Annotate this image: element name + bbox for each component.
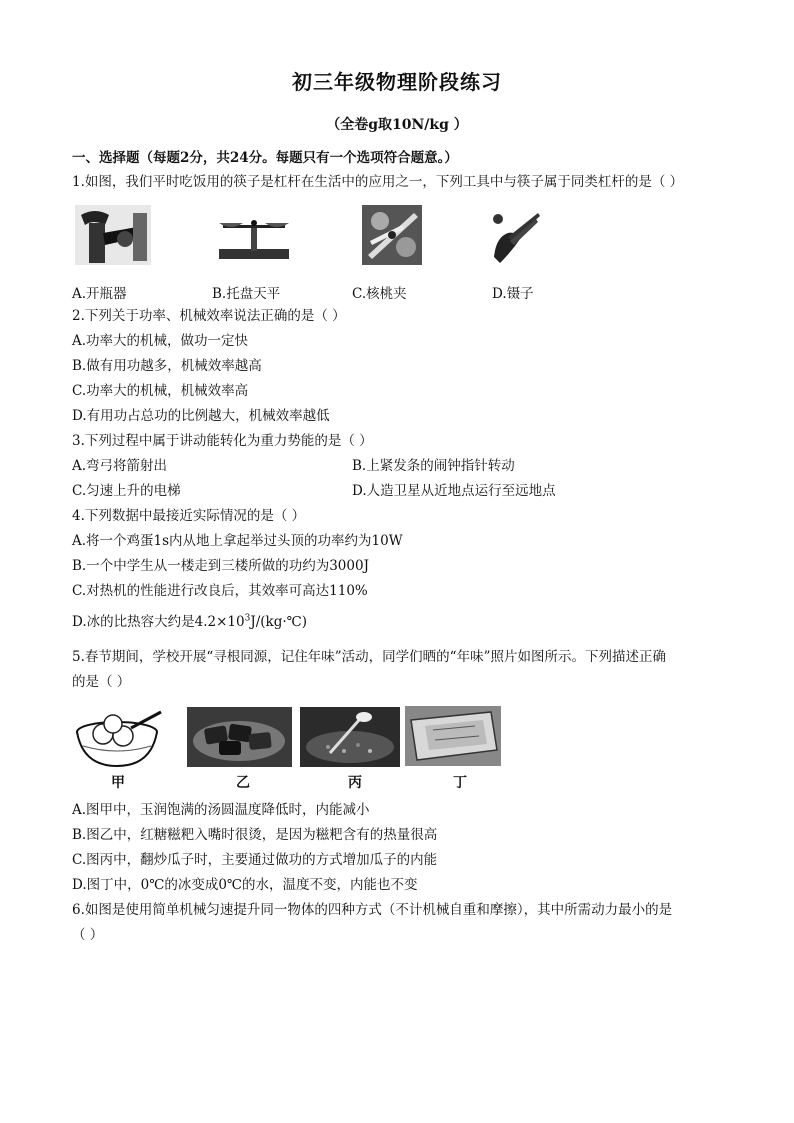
q3-option-d: D.人造卫星从近地点运行至远地点 [352,483,556,499]
q3-option-c: C.匀速上升的电梯 [72,483,181,499]
q3-option-a: A.弯弓将箭射出 [72,458,168,474]
q2-option-b: B.做有用功越多，机械效率越高 [72,358,262,374]
q2-option-c: C.功率大的机械，机械效率高 [72,383,249,399]
q4-option-b: B.一个中学生从一楼走到三楼所做的功约为3000J [72,558,369,574]
q5-figure-label-yi: 乙 [236,775,250,791]
page-title: 初三年级物理阶段练习 [292,70,502,94]
q5-figure-label-ding: 丁 [453,775,467,791]
q1-option-b: B.托盘天平 [212,286,281,302]
q1-option-a: A.开瓶器 [72,286,127,302]
q5-figure-label-bing: 丙 [348,775,362,791]
q4-option-c: C.对热机的性能进行改良后，其效率可高达110% [72,583,368,599]
nutcracker-image [362,205,422,265]
ciba-image [187,707,292,767]
q4-option-d-suffix: J/(kg·℃) [250,614,308,630]
q5-stem-line1: 5.春节期间，学校开展“寻根同源，记住年味”活动，同学们晒的“年味”照片如图所示。下列描述正确 [72,649,666,665]
q5-figure-label-jia: 甲 [111,775,125,791]
q3-option-b: B.上紧发条的闹钟指针转动 [352,458,515,474]
q1-option-d: D.镊子 [492,286,534,302]
ice-image [405,706,501,766]
q5-option-d: D.图丁中，0℃的冰变成0℃的水，温度不变，内能也不变 [72,877,418,893]
page-subtitle: （全卷g取10N/kg ） [326,117,468,133]
bottle-opener-image [75,205,151,265]
tangyuan-image [73,706,163,768]
balance-scale-image [215,215,293,261]
q4-option-d-prefix: D.冰的比热容大约是4.2×10 [72,614,245,630]
q2-stem: 2.下列关于功率、机械效率说法正确的是（ ） [72,308,346,324]
q6-stem-line1: 6.如图是使用简单机械匀速提升同一物体的四种方式（不计机械自重和摩擦），其中所需动力最小的是 [72,902,673,918]
q4-option-d [72,613,307,631]
q4-option-a: A.将一个鸡蛋1s内从地上拿起举过头顶的功率约为10W [72,533,403,549]
q1-option-c: C.核桃夹 [352,286,407,302]
q1-stem: 1.如图，我们平时吃饭用的筷子是杠杆在生活中的应用之一，下列工具中与筷子属于同类杠杆的是（ ） [72,174,684,190]
q5-stem-line2: 的是（ ） [72,674,131,690]
q6-stem-line2: （ ） [72,927,104,943]
q3-stem: 3.下列过程中属于讲动能转化为重力势能的是（ ） [72,433,373,449]
q2-option-d: D.有用功占总功的比例越大，机械效率越低 [72,408,330,424]
q5-option-a: A.图甲中，玉润饱满的汤圆温度降低时，内能减小 [72,802,370,818]
frying-seeds-image [300,707,400,767]
q4-option-d-exponent: 3 [244,613,251,624]
section-heading: 一、选择题（每题2分，共24分。每题只有一个选项符合题意。） [72,150,458,166]
q5-option-c: C.图丙中，翻炒瓜子时，主要通过做功的方式增加瓜子的内能 [72,852,438,868]
q4-stem: 4.下列数据中最接近实际情况的是（ ） [72,508,306,524]
q5-option-b: B.图乙中，红糖糍粑入嘴时很烫，是因为糍粑含有的热量很高 [72,827,438,843]
q2-option-a: A.功率大的机械，做功一定快 [72,333,249,349]
tweezers-image [490,207,542,265]
